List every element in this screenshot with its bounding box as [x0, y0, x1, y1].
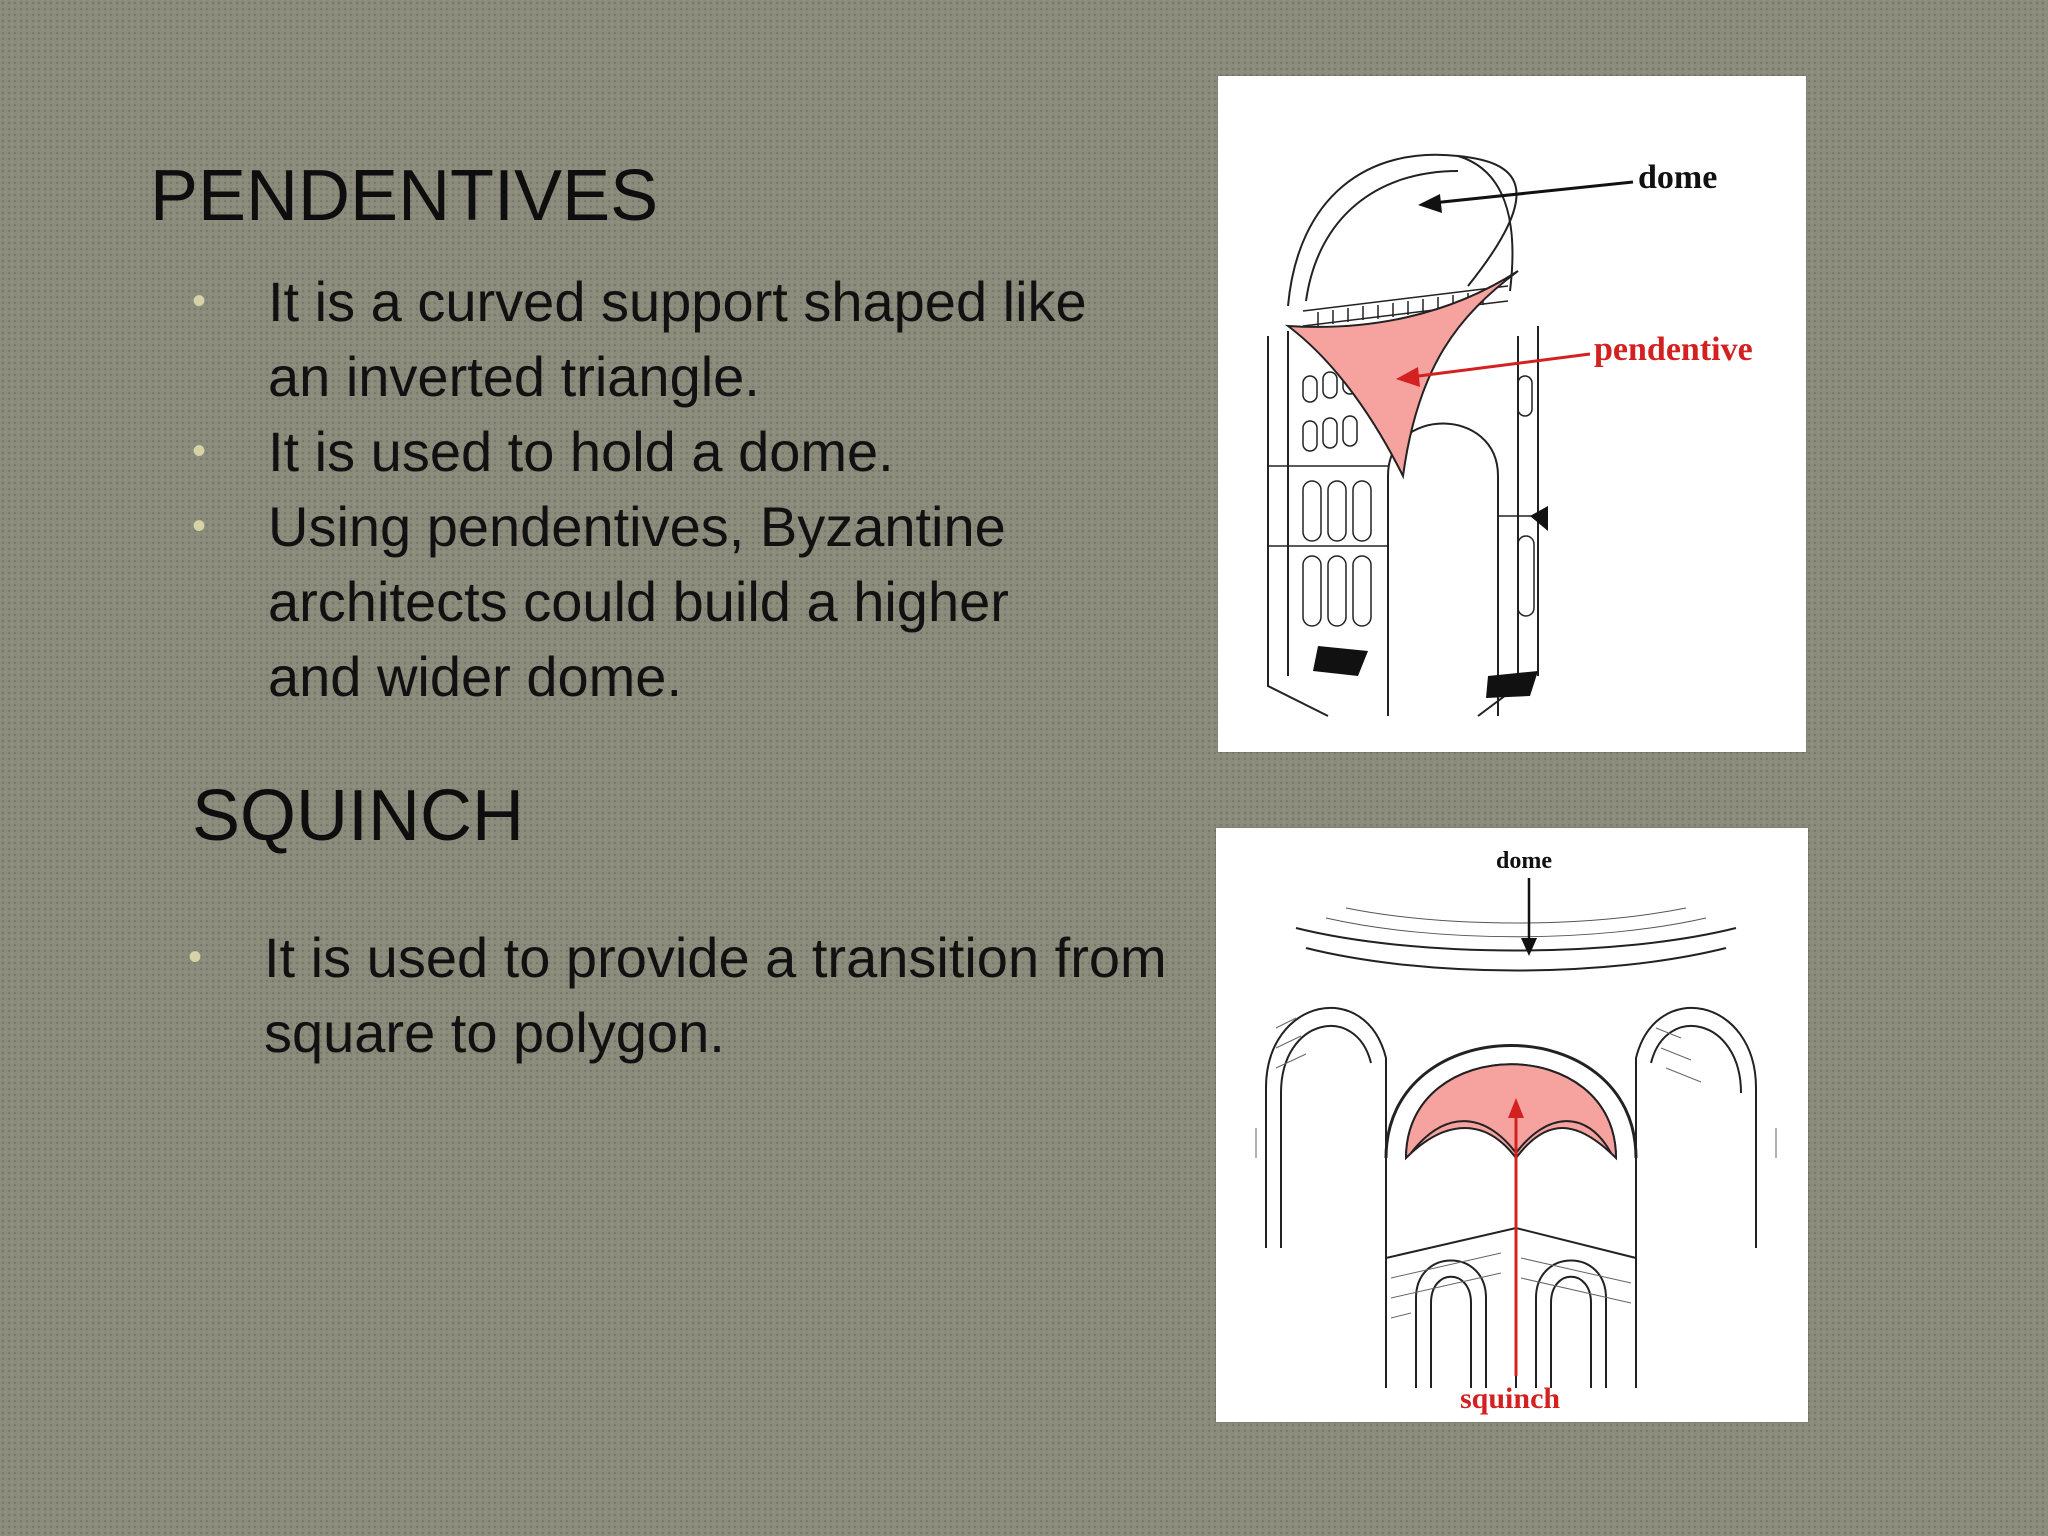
bullet-dot-icon: •: [192, 504, 207, 548]
dome-arrow: [1521, 878, 1537, 956]
pendentive-label: pendentive: [1594, 331, 1753, 368]
bullet-item: • It is used to hold a dome.: [150, 414, 1110, 489]
dome-arrow: [1418, 182, 1633, 213]
pendentive-diagram: [1218, 76, 1806, 752]
bullet-dot-icon: •: [192, 279, 207, 323]
bullet-dot-icon: •: [188, 935, 203, 979]
bullet-item: • It is used to provide a transition from square to polygon.: [146, 920, 1186, 1070]
bullet-item: • Using pendentives, Byzantine architects could build a higher and wider dome.: [150, 489, 1110, 714]
squinch-label: squinch: [1460, 1382, 1561, 1415]
dome-label: dome: [1638, 159, 1718, 196]
pendentive-illustration: [1218, 76, 1806, 752]
squinch-bullet-list: [146, 920, 1186, 1070]
bullet-item: • It is a curved support shaped like an inverted triangle.: [150, 264, 1110, 414]
bullet-dot-icon: •: [192, 429, 207, 473]
pendentives-heading: PENDENTIVES: [150, 156, 659, 236]
dome-label: dome: [1496, 848, 1552, 874]
squinch-diagram: [1216, 828, 1808, 1422]
squinch-heading: SQUINCH: [192, 776, 525, 856]
pendentives-bullet-list: [150, 264, 1110, 714]
squinch-illustration: [1216, 828, 1808, 1422]
